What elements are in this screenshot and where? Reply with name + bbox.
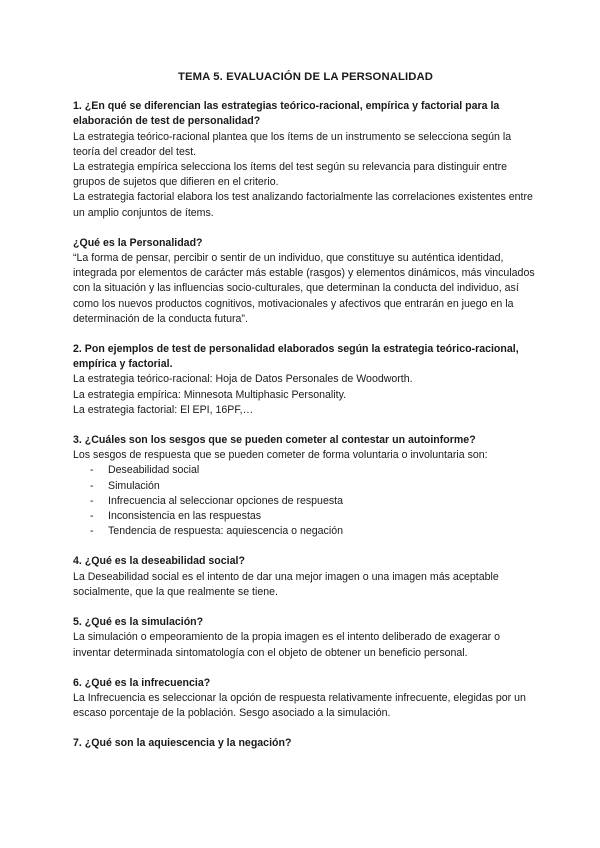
section-7 [73, 736, 538, 751]
section-4 [73, 554, 538, 600]
paragraph: La Deseabilidad social es el intento de dar una mejor imagen o una imagen más aceptable socialmente, que la que realmente se tiene. [73, 570, 499, 598]
section-5 [73, 615, 538, 661]
question-heading: 2. Pon ejemplos de test de personalidad elaborados según la estrategia teórico-racional, empírica y factorial. [73, 343, 519, 371]
paragraph: La estrategia empírica selecciona los ítems del test según su relevancia para distinguir entre grupos de sujetos que difieren en el criterio. [73, 161, 507, 189]
question-heading: 1. ¿En qué se diferencian las estrategias teórico-racional, empírica y factorial para la elaboración de test de personalidad? [73, 100, 500, 128]
paragraph: La estrategia teórico-racional: Hoja de Datos Personales de Woodworth. [73, 373, 413, 386]
list-item: - Infrecuencia al seleccionar opciones de respuesta [73, 494, 538, 509]
page-title: TEMA 5. EVALUACIÓN DE LA PERSONALIDAD [178, 71, 433, 83]
question-heading: 3. ¿Cuáles son los sesgos que se pueden cometer al contestar un autoinforme? [73, 434, 476, 447]
paragraph: “La forma de pensar, percibir o sentir de un individuo, que constituye su auténtica identidad, integrada por elementos de carácter más estable (rasgos) y elementos dinámicos, más vinculados con la situación y las influencias socio-culturales, que determinan la conducta del individuo, así como los nuevos productos cognitivos, motivacionales y afectivos que entrarán en juego en la determinación de la conducta futura”. [73, 252, 535, 325]
list-item: - Simulación [73, 479, 538, 494]
list-item: - Tendencia de respuesta: aquiescencia o negación [73, 524, 538, 539]
question-heading: 5. ¿Qué es la simulación? [73, 616, 204, 629]
question-heading: ¿Qué es la Personalidad? [73, 236, 203, 249]
section-6 [73, 676, 538, 722]
question-heading: 7. ¿Qué son la aquiescencia y la negación? [73, 737, 292, 750]
paragraph: La estrategia teórico-racional plantea que los ítems de un instrumento se selecciona según la teoría del creador del test. [73, 130, 512, 158]
paragraph: La estrategia factorial: El EPI, 16PF,… [73, 403, 254, 416]
section-1 [73, 99, 538, 221]
list-item: - Deseabilidad social [73, 463, 538, 478]
question-heading: 6. ¿Qué es la infrecuencia? [73, 676, 211, 689]
paragraph: Los sesgos de respuesta que se pueden cometer de forma voluntaria o involuntaria son: [73, 449, 488, 462]
section-2 [73, 342, 538, 418]
section-3 [73, 433, 538, 539]
paragraph: La Infrecuencia es seleccionar la opción de respuesta relativamente infrecuente, elegidas por un escaso porcentaje de la población. Sesgo asociado a la simulación. [73, 691, 526, 720]
list-item: - Inconsistencia en las respuestas [73, 509, 538, 524]
question-heading: 4. ¿Qué es la deseabilidad social? [73, 555, 245, 568]
section-personalidad [73, 236, 538, 327]
paragraph: La estrategia empírica: Minnesota Multiphasic Personality. [73, 388, 347, 401]
paragraph: La simulación o empeoramiento de la propia imagen es el intento deliberado de exagerar o inventar determinada sintomatología con el objeto de obtener un beneficio personal. [73, 631, 500, 659]
bias-list [73, 463, 538, 539]
paragraph: La estrategia factorial elabora los test analizando factorialmente las correlaciones existentes entre un amplio conjuntos de ítems. [73, 191, 533, 219]
